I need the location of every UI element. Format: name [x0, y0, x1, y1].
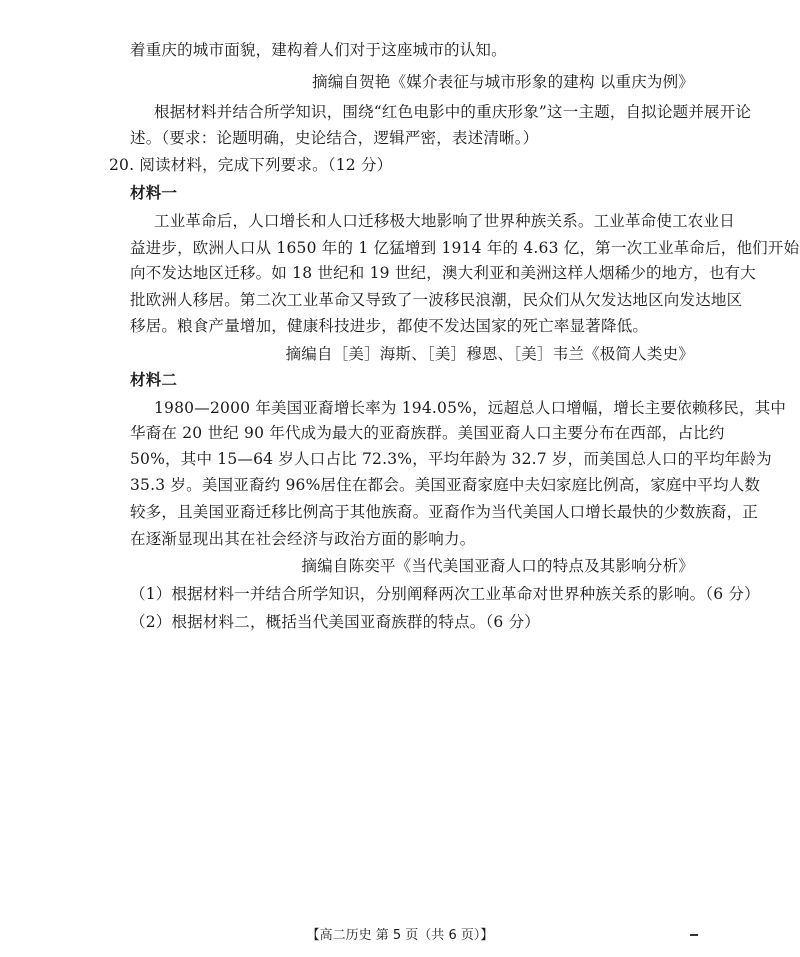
material2-line: 在逐渐显现出其在社会经济与政治方面的影响力。 [130, 530, 476, 548]
material1-source: 摘编自［美］海斯、［美］穆恩、［美］韦兰《极简人类史》 [285, 345, 694, 363]
material1-line: 移居。粮食产量增加，健康科技进步，都使不发达国家的死亡率显著降低。 [130, 317, 649, 335]
material2-line: 较多，且美国亚裔迁移比例高于其他族裔。亚裔作为当代美国人口增长最快的少数族裔，正 [130, 503, 759, 521]
material2-line: 50%，其中 15—64 岁人口占比 72.3%，平均年龄为 32.7 岁，而美国总人口的平均年龄为 [130, 450, 772, 468]
scan-mark [690, 934, 698, 936]
material1-line: 工业革命后，人口增长和人口迁移极大地影响了世界种族关系。工业革命使工农业日 [154, 212, 735, 230]
material2-source: 摘编自陈奕平《当代美国亚裔人口的特点及其影响分析》 [301, 557, 694, 575]
intro-source: 摘编自贺艳《媒介表征与城市形象的建构 以重庆为例》 [312, 73, 694, 91]
material1-heading: 材料一 [130, 184, 178, 202]
material2-heading: 材料二 [130, 371, 178, 389]
material2-line: 1980—2000 年美国亚裔增长率为 194.05%，远超总人口增幅，增长主要依赖移民，其中 [154, 399, 787, 417]
question-title: 20. 阅读材料，完成下列要求。（12 分） [109, 156, 393, 174]
material1-line: 批欧洲人移居。第二次工业革命又导致了一波移民浪潮，民众们从欠发达地区向发达地区 [130, 291, 743, 309]
page-footer: 【高二历史 第 5 页（共 6 页）】 [306, 928, 494, 943]
sub-question: （2）根据材料二，概括当代美国亚裔族群的特点。（6 分） [130, 613, 541, 631]
task-line: 述。（要求：论题明确，史论结合，逻辑严密，表述清晰。） [130, 129, 539, 147]
material2-line: 35.3 岁。美国亚裔约 96%居住在都会。美国亚裔家庭中夫妇家庭比例高，家庭中平均人数 [130, 476, 761, 494]
material2-line: 华裔在 20 世纪 90 年代成为最大的亚裔族群。美国亚裔人口主要分布在西部，占比约 [130, 424, 725, 442]
sub-question: （1）根据材料一并结合所学知识，分别阐释两次工业革命对世界种族关系的影响。（6 分） [130, 585, 760, 603]
material1-line: 向不发达地区迁移。如 18 世纪和 19 世纪，澳大利亚和美洲这样人烟稀少的地方，也有大 [130, 264, 756, 282]
task-line: 根据材料并结合所学知识，围绕“红色电影中的重庆形象”这一主题，自拟论题并展开论 [154, 103, 752, 121]
intro-line: 着重庆的城市面貌，建构着人们对于这座城市的认知。 [130, 41, 507, 59]
material1-line: 益进步，欧洲人口从 1650 年的 1 亿猛增到 1914 年的 4.63 亿，第一次工业革命后，他们开始 [130, 239, 800, 257]
